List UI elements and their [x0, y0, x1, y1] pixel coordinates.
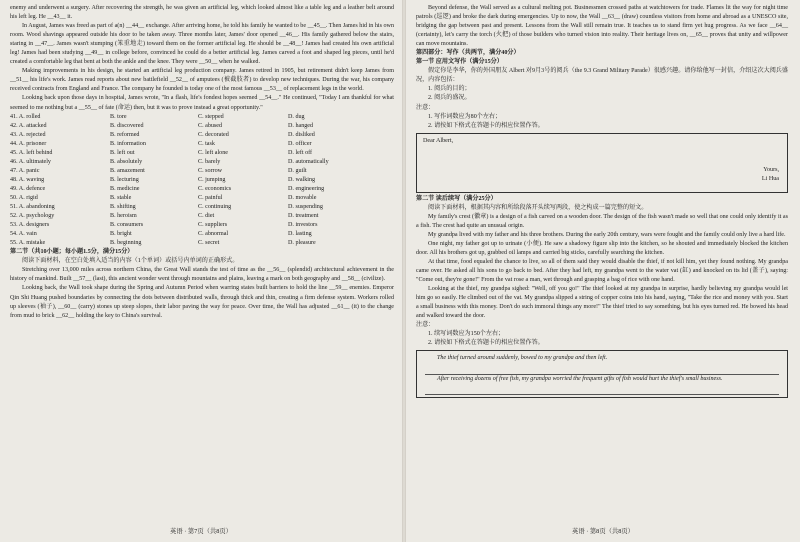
answer-line[interactable]: [425, 384, 779, 395]
page-footer: 英语 · 第7页（共8页）: [170, 527, 232, 535]
option: C. abnormal: [198, 231, 229, 238]
option: 47. A. panic: [10, 167, 40, 174]
note-label: 注意：: [416, 322, 435, 329]
option: D. hanged: [288, 122, 314, 129]
option: B. tore: [110, 113, 127, 120]
writing-prompt: 假定你是李华，你的外国朋友 Albert 对9月3号的阅兵（the 9.3 Grand Military Parade）很感兴趣。请你给他写一封信，介绍这次大阅兵盛况，内容包括：: [416, 68, 788, 84]
letter-answer-box[interactable]: [416, 133, 788, 193]
option: B. amazement: [110, 167, 145, 174]
continuation-instruction: 阅读下面材料，根据其内容和所给段落开头续写两段，使之构成一篇完整的短文。: [428, 204, 648, 211]
option: 49. A. defence: [10, 185, 46, 192]
option: 43. A. rejected: [10, 131, 46, 138]
option: D. guilt: [288, 167, 307, 174]
option: C. task: [198, 140, 215, 147]
option: 55. A. mistake: [10, 240, 46, 247]
option: B. medicine: [110, 185, 140, 192]
part-4-heading: 第四部分：写作（共两节，满分40分）: [416, 50, 520, 57]
note-item: 1. 写作词数应为80个左右；: [428, 113, 502, 120]
option: B. consumers: [110, 222, 144, 229]
note-item: 1. 续写词数应为150个左右；: [428, 331, 505, 338]
story-paragraph-4: At that time, food equaled the chance to live, so all of them said they would disable the thief, if not kill him, yet they found nothing. My grandpa came over. He asked all his sons to go back to bed. After they had left, my grandpa went to the water vat (缸) and knocked on its lid (盖子), saying: "Come out, they're gone!" From the vat rose a man, wet through and grasping a bag of rice with one hand.: [416, 258, 788, 284]
passage-paragraph-4: Looking back upon those days in hospital, James wrote, "In a flash, life's fondest hopes seemed __54__." He continued, "Today I am thankful for what seemed to me nothing but a __55__ of fate (命运) then, but it was to prove instead a great opportunity.": [10, 95, 394, 111]
option: B. bright: [110, 231, 132, 238]
letter-greeting: Dear Albert,: [423, 137, 454, 144]
option: C. stepped: [198, 113, 224, 120]
section-2-instruction: 阅读下面材料，在空白处填入适当的内容（1个单词）或括号内单词的正确形式。: [22, 258, 239, 265]
writing-section-1-heading: 第一节 应用文写作（满分15分）: [416, 59, 503, 66]
note-item: 2. 请按如下格式在答题卡的相应位置作答。: [428, 340, 544, 347]
passage-paragraph-5: Stretching over 13,000 miles across northern China, the Great Wall stands the test of time as the __56__ (splendid) architectural achievement in the history of mankind. Built __57__ (last), this ancient wonder went through mountains and plains, leaving a mark on both geography and __58__ (civilize).: [10, 267, 394, 283]
option: D. movable: [288, 194, 317, 201]
option: C. painful: [198, 194, 223, 201]
option: B. discovered: [110, 122, 144, 129]
option: 44. A. prisoner: [10, 140, 47, 147]
option: 48. A. waving: [10, 176, 45, 183]
option: D. treatment: [288, 213, 319, 220]
story-paragraph-3: One night, my father got up to urinate (小便). He saw a shadowy figure slip into the kitchen, so he shouted and immediately blocked the kitchen door. All his brothers got up, grabbed oil lamps and carried big sticks, carefully searching the kitchen.: [416, 240, 788, 256]
option: C. jumping: [198, 176, 226, 183]
option: D. investors: [288, 222, 318, 229]
option: B. heroism: [110, 213, 137, 220]
passage-paragraph-3: Making improvements in his design, he started an artificial leg production company. James retired in 1905, but retirement didn't keep James from __51__ his life's work. James read reports about new battlefield __52__ of amputees (被截肢者) to develop new techniques. During the war, his company received contracts from England and France. The company he founded is today one of the most famous __53__ of replacement legs in the world.: [10, 68, 394, 93]
option: C. decorated: [198, 131, 229, 138]
option: D. walking: [288, 176, 316, 183]
page-8: [406, 0, 800, 542]
option: D. left off: [288, 149, 313, 156]
letter-signature: Li Hua: [761, 175, 779, 182]
option: D. suspending: [288, 204, 323, 211]
option: 45. A. left behind: [10, 149, 53, 156]
option: C. secret: [198, 240, 220, 247]
passage-paragraph-2: In August, James was freed as part of a(n) __44__ exchange. After arriving home, he told his family he wanted to be __45__. Then James hid in his own room. Wood shavings appeared outside his door to be taken away. Three months later, James' door opened __46__. His family gathered below the stairs, staring in __47__. James wasn't stumping (笨重地走) toward them on the former artificial leg. He should be __48__! James had created his own artificial leg! James had been studying __49__ in college before, convinced he could do a better artificial leg. James carved a foot and shaped leg pieces, until he'd created a comfortable leg that bent at both the ankle and the knee. They were __50__ when he walked.: [10, 23, 394, 66]
option: B. lecturing: [110, 176, 139, 183]
option: D. engineering: [288, 185, 325, 192]
prompt-point: 2. 阅兵的盛况。: [428, 95, 471, 102]
option: D. lasting: [288, 231, 312, 238]
option: D. automatically: [288, 158, 329, 165]
option: C. left alone: [198, 149, 228, 156]
passage-paragraph-6: Looking back, the Wall took shape during the Spring and Autumn Period when warring states built barriers to hold the line __59__ enemies. Emperor Qin Shi Huang pushed boundaries by connecting the dots between distributed walls, through thick and thin, creating a firm defense system. Workers rolled up sleeves (袖子), __60__ (carry) stones up steep slopes, their labor paving the way for peace. Over time, the Wall has adjusted __61__ (it) to the change from mud to brick __62__ holding the key to China's survival.: [10, 285, 394, 319]
option: 50. A. rigid: [10, 194, 38, 201]
option: D. dug: [288, 113, 305, 120]
option: 52. A. psychology: [10, 213, 55, 220]
answer-line[interactable]: [425, 364, 779, 375]
note-label: 注意：: [416, 104, 435, 111]
option: B. absolutely: [110, 158, 143, 165]
option: C. barely: [198, 158, 221, 165]
option: C. economics: [198, 185, 232, 192]
option: 41. A. rolled: [10, 113, 41, 120]
option: B. beginning: [110, 240, 142, 247]
option: D. officer: [288, 140, 312, 147]
option: D. pleasure: [288, 240, 316, 247]
passage-paragraph-7: Beyond defense, the Wall served as a cultural melting pot. Businessmen crossed paths at watchtowers for trade. Flames lit the way for night time patrols (巡逻) and broke the dark during emergencies. Up to now, the Wall __63__ (draw) countless visitors from home and abroad as a UNESCO site, bridging the gap between past and present. Lessons from the Wall still remain true. It teaches us to stand firm yet hug progress. As we face __64__ (certainty), let's carry the torch (火把) of those builders who turned vision into reality. Their heritage lives on, __65__ proves that unity and willpower can move mountains.: [416, 5, 788, 48]
letter-closing: Yours,: [763, 166, 779, 173]
option: B. shifting: [110, 204, 136, 211]
note-item: 2. 请按如下格式在答题卡的相应位置作答。: [428, 122, 544, 129]
option: 42. A. attacked: [10, 122, 47, 129]
option: C. continuing: [198, 204, 232, 211]
option: B. stable: [110, 194, 132, 201]
story-paragraph-1: My family's crest (徽章) is a design of a fish carved on a wooden door. The design of the fish wasn't made so well that one could only identify it as a fish. The crest had quite an unusual origin.: [416, 213, 788, 229]
option: C. diet: [198, 213, 215, 220]
writing-section-2-heading: 第二节 读后续写（满分25分）: [416, 195, 497, 202]
option: D. disliked: [288, 131, 315, 138]
cloze-options: [10, 113, 394, 249]
option: C. abused: [198, 122, 223, 129]
story-paragraph-5: Looking at the thief, my grandpa sighed: "Well, off you go!" The thief looked at my grandpa in surprise, hardly believing my grandpa would let him go so easily. He climbed out of the vat. My grandpa slipped a string of copper coins into his hand, saying, "Take the rice and money with you. Start a small business with this money. Don't do such immoral things any more!" The thief tried to say something, but his eyes turned red. He bowed his head and walked toward the door.: [416, 286, 788, 320]
option: 53. A. designers: [10, 222, 50, 229]
page-footer: 英语 · 第8页（共8页）: [572, 527, 634, 535]
option: B. reformed: [110, 131, 140, 138]
continuation-start-2: After receiving dozens of free fish, my grandpa worried the frequent gifts of fish would hurt the thief's small business.: [437, 375, 723, 382]
option: 54. A. vain: [10, 231, 37, 238]
continuation-answer-box[interactable]: [416, 350, 788, 397]
option: B. left out: [110, 149, 135, 156]
passage-paragraph-1: enemy and underwent a surgery. After recovering the strength, he was given an artificial leg, which looked almost like a table leg and a leather belt around his left leg. He __43__ it.: [10, 5, 394, 21]
option: C. sorrow: [198, 167, 223, 174]
option: C. suppliers: [198, 222, 228, 229]
section-2-heading: 第二节（共10小题；每小题1.5分，满分15分）: [10, 249, 134, 256]
continuation-start-1: The thief turned around suddenly, bowed to my grandpa and then left.: [437, 355, 608, 362]
option: 51. A. abandoning: [10, 204, 55, 211]
option: 46. A. ultimately: [10, 158, 51, 165]
story-paragraph-2: My grandpa lived with my father and his three brothers. During the early 20th century, wars were fought and the family could only live a hard life.: [428, 231, 786, 238]
option: B. information: [110, 140, 146, 147]
prompt-point: 1. 阅兵的目的；: [428, 86, 471, 93]
